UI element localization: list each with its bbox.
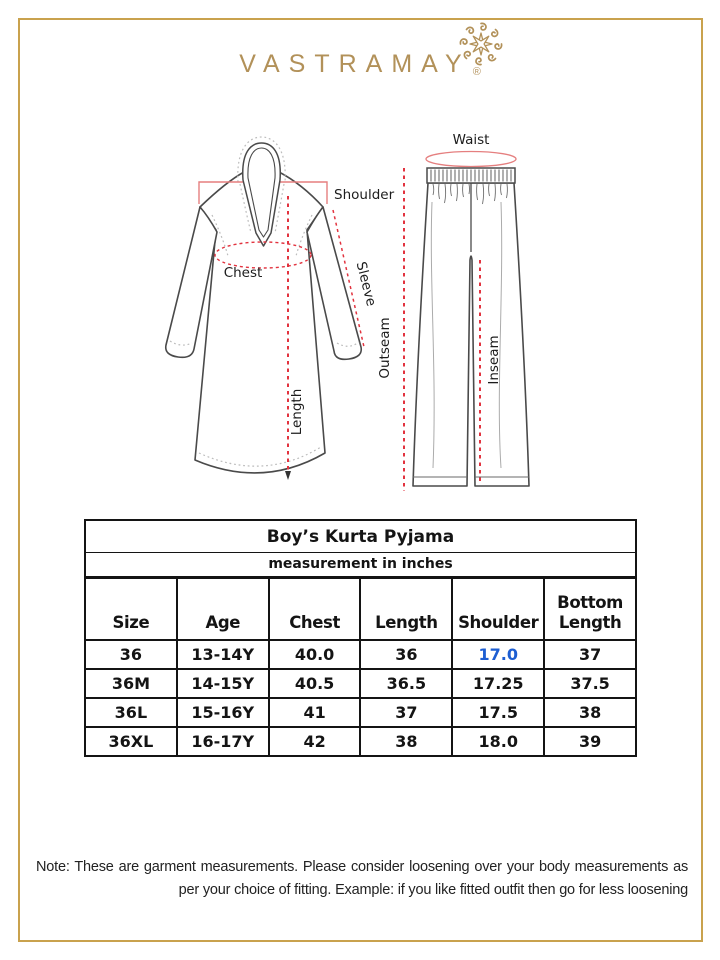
table-cell: 18.0 xyxy=(452,727,544,756)
table-cell: 36.5 xyxy=(360,669,452,698)
table-title: Boy’s Kurta Pyjama xyxy=(85,520,636,553)
table-cell: 40.5 xyxy=(269,669,361,698)
measurement-note: Note: These are garment measurements. Please consider loosening over your body measurements as per your choice of fitting. Example: if you like fitted outfit then go for less loosening xyxy=(36,859,688,899)
table-row xyxy=(85,640,636,669)
table-title-row xyxy=(85,520,636,553)
outseam-label: Outseam xyxy=(377,317,393,379)
table-cell: 40.0 xyxy=(269,640,361,669)
table-subtitle-row xyxy=(85,553,636,578)
table-cell: 39 xyxy=(544,727,636,756)
brand-name: VASTRAMAY xyxy=(239,50,471,78)
column-header: Shoulder xyxy=(452,578,544,641)
table-cell: 16-17Y xyxy=(177,727,269,756)
column-header: Size xyxy=(85,578,177,641)
column-header: Bottom Length xyxy=(544,578,636,641)
table-cell: 17.5 xyxy=(452,698,544,727)
table-subtitle: measurement in inches xyxy=(85,553,636,578)
table-cell: 14-15Y xyxy=(177,669,269,698)
size-table xyxy=(84,519,637,757)
table-cell: 36M xyxy=(85,669,177,698)
registered-trademark-icon: ® xyxy=(472,66,481,78)
table-cell: 36L xyxy=(85,698,177,727)
table-cell: 13-14Y xyxy=(177,640,269,669)
table-cell: 17.0 xyxy=(452,640,544,669)
table-cell: 38 xyxy=(360,727,452,756)
table-cell: 38 xyxy=(544,698,636,727)
table-row xyxy=(85,727,636,756)
sleeve-label: Sleeve xyxy=(352,260,380,308)
length-label: Length xyxy=(289,388,305,436)
table-cell: 36 xyxy=(85,640,177,669)
brand-logo-inner xyxy=(239,50,481,79)
waistband-hatching xyxy=(431,170,511,182)
brand-ornament-icon xyxy=(457,20,505,68)
length-arrowhead xyxy=(285,471,291,480)
table-header-row xyxy=(85,578,636,641)
waist-measure-ellipse xyxy=(426,152,516,167)
measurement-diagram xyxy=(80,120,660,520)
brand-logo xyxy=(0,50,720,79)
table-cell: 41 xyxy=(269,698,361,727)
table-cell: 37 xyxy=(544,640,636,669)
column-header: Age xyxy=(177,578,269,641)
column-header: Length xyxy=(360,578,452,641)
table-cell: 15-16Y xyxy=(177,698,269,727)
table-cell: 37 xyxy=(360,698,452,727)
waist-label: Waist xyxy=(452,132,490,148)
table-cell: 36XL xyxy=(85,727,177,756)
table-cell: 37.5 xyxy=(544,669,636,698)
chest-label: Chest xyxy=(223,265,263,281)
shoulder-label: Shoulder xyxy=(334,187,395,203)
table-row xyxy=(85,698,636,727)
inseam-label: Inseam xyxy=(486,335,502,385)
table-cell: 36 xyxy=(360,640,452,669)
pyjama-drawing xyxy=(404,152,529,492)
table-row xyxy=(85,669,636,698)
table-cell: 17.25 xyxy=(452,669,544,698)
size-table-body xyxy=(85,520,636,756)
column-header: Chest xyxy=(269,578,361,641)
table-cell: 42 xyxy=(269,727,361,756)
size-chart-table xyxy=(84,519,637,757)
